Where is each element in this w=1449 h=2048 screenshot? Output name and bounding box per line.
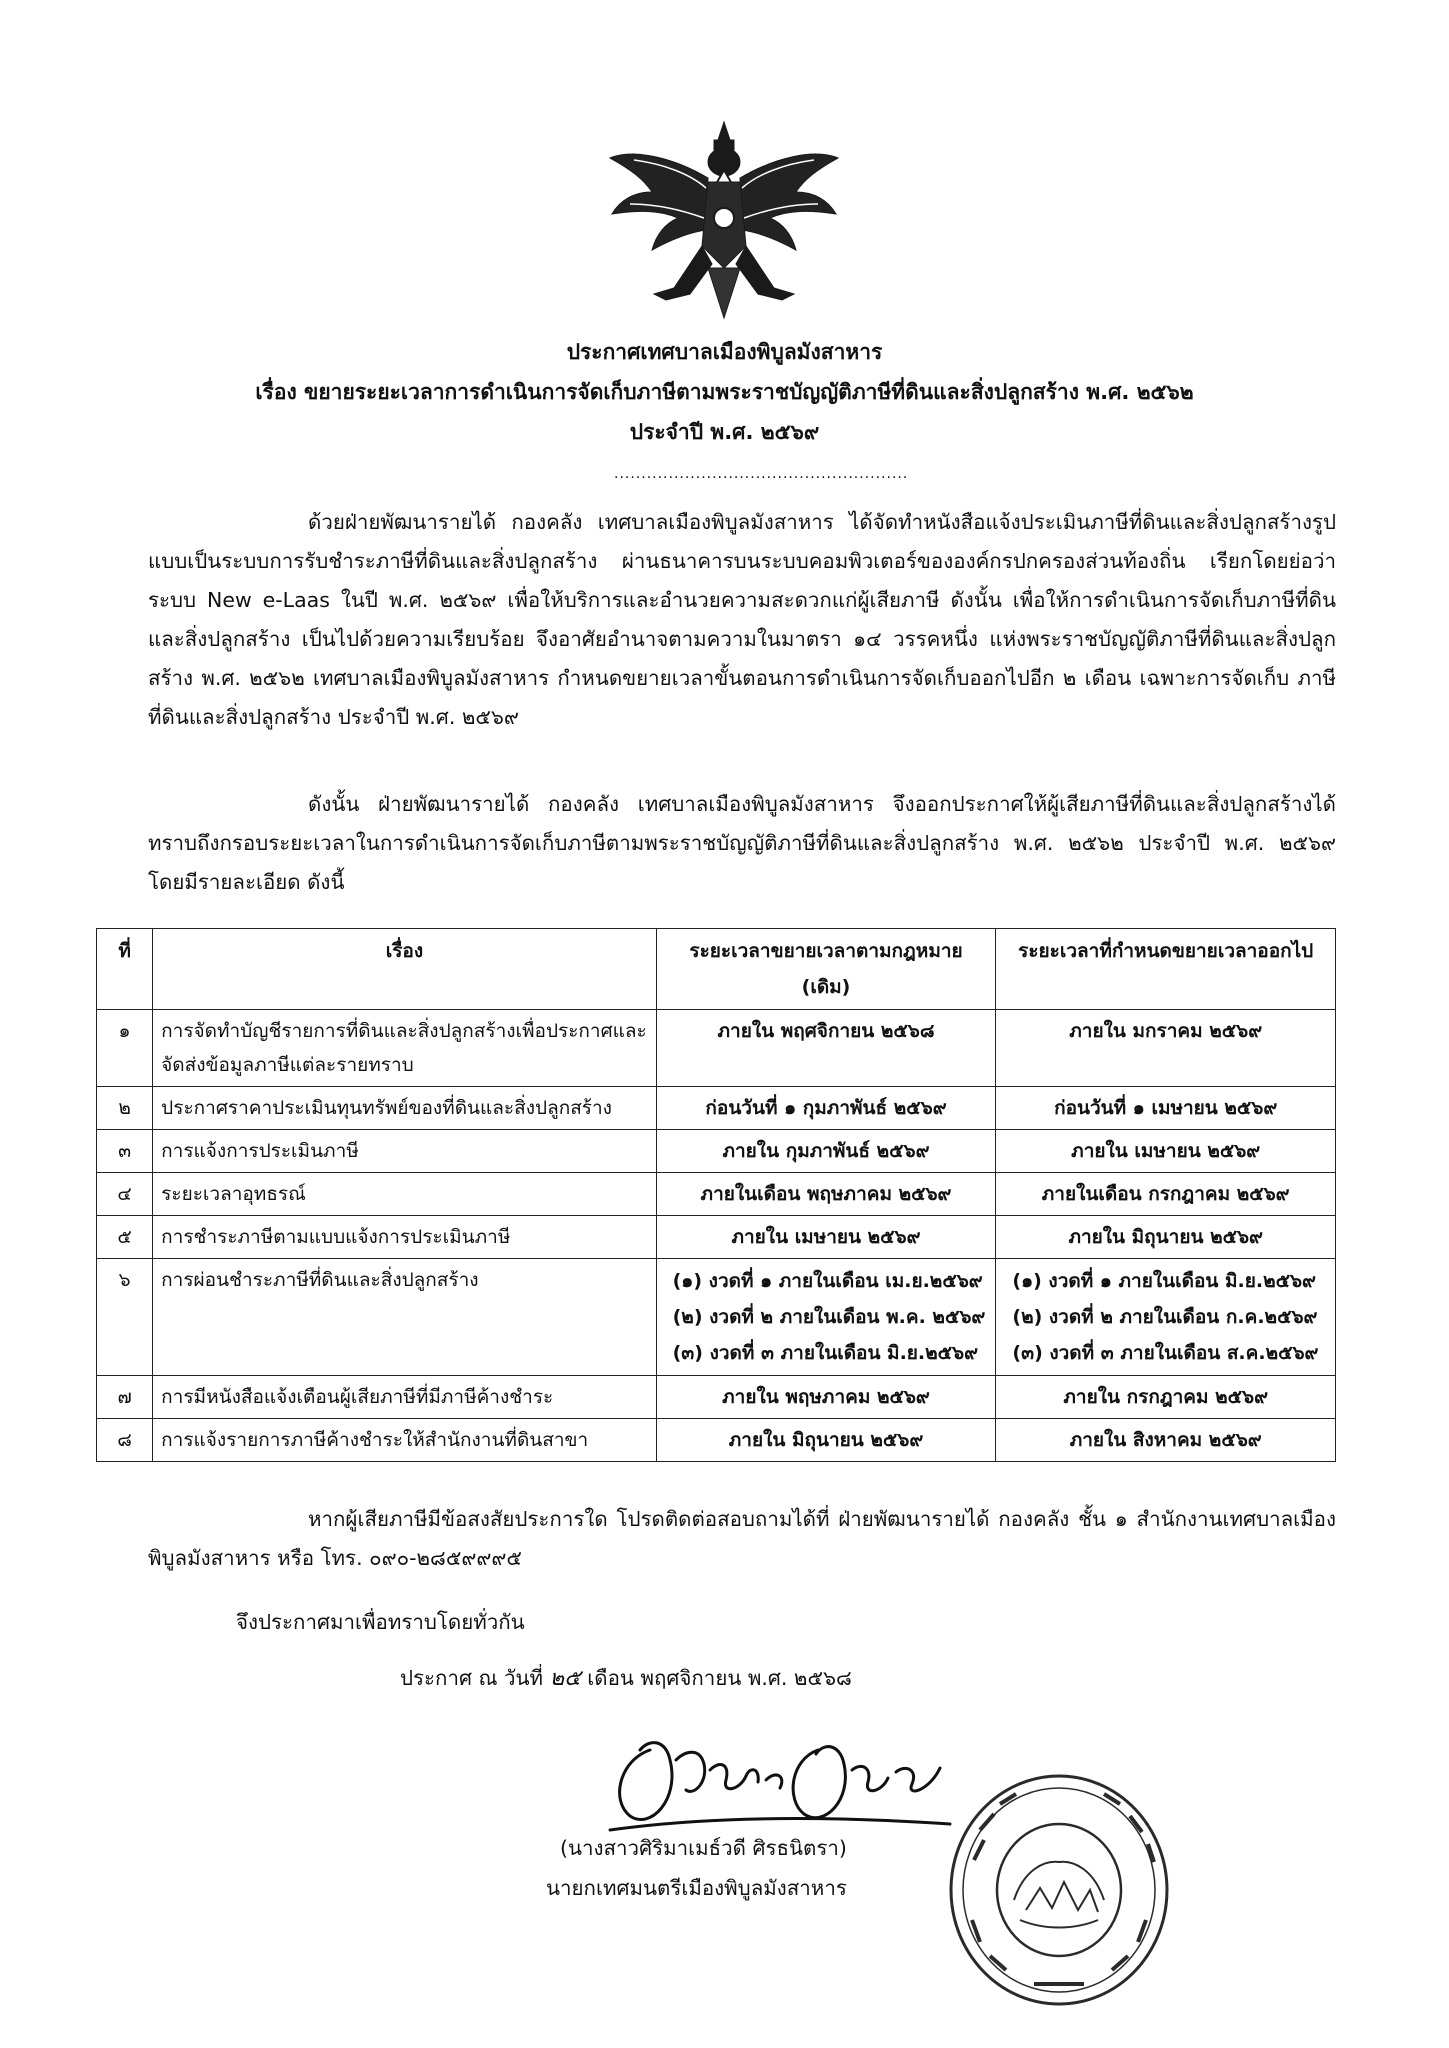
installment-3: (๓) งวดที่ ๓ ภายในเดือน มิ.ย.๒๕๖๙ xyxy=(672,1342,979,1364)
table-row xyxy=(97,1419,1336,1462)
row-number: ๕ xyxy=(97,1216,153,1259)
table-row xyxy=(97,1130,1336,1173)
row-number: ๓ xyxy=(97,1130,153,1173)
header-subject: เรื่อง xyxy=(153,929,656,1010)
row-number: ๑ xyxy=(97,1010,153,1087)
row-extended-period: ภายใน เมษายน ๒๕๖๙ xyxy=(996,1130,1336,1173)
table-row xyxy=(97,1259,1336,1376)
date-suffix: เดือน พฤศจิกายน พ.ศ. ๒๕๖๘ xyxy=(587,1666,852,1690)
closing-statement: จึงประกาศมาเพื่อทราบโดยทั่วกัน xyxy=(236,1610,525,1634)
date-day-handwritten: ๒๕ xyxy=(549,1666,581,1691)
row-original-period: ก่อนวันที่ ๑ กุมภาพันธ์ ๒๕๖๙ xyxy=(656,1087,996,1130)
row-extended-installments xyxy=(996,1259,1336,1376)
row-original-installments xyxy=(656,1259,996,1376)
table-row xyxy=(97,1173,1336,1216)
signatory-position: นายกเทศมนตรีเมืองพิบูลมังสาหาร xyxy=(546,1876,847,1900)
installment-3: (๓) งวดที่ ๓ ภายในเดือน ส.ค.๒๕๖๙ xyxy=(1012,1342,1319,1364)
row-subject: การแจ้งรายการภาษีค้างชำระให้สำนักงานที่ดินสาขา xyxy=(153,1419,656,1462)
row-subject: การชำระภาษีตามแบบแจ้งการประเมินภาษี xyxy=(153,1216,656,1259)
installment-1: (๑) งวดที่ ๑ ภายในเดือน มิ.ย.๒๕๖๙ xyxy=(1012,1270,1316,1292)
row-extended-period: ภายใน มกราคม ๒๕๖๙ xyxy=(996,1010,1336,1087)
row-extended-period: ก่อนวันที่ ๑ เมษายน ๒๕๖๙ xyxy=(996,1087,1336,1130)
garuda-emblem-icon xyxy=(604,118,844,328)
paragraph-contact: หากผู้เสียภาษีมีข้อสงสัยประการใด โปรดติดต่อสอบถามได้ที่ ฝ่ายพัฒนารายได้ กองคลัง ชั้น ๑ สำนักงานเทศบาลเมืองพิบูลมังสาหาร หรือ โทร. ๐๙๐-๒๘๕๙๙๙๕ xyxy=(148,1507,1336,1570)
table-row xyxy=(97,1376,1336,1419)
row-extended-period: ภายใน มิถุนายน ๒๕๖๙ xyxy=(996,1216,1336,1259)
row-number: ๗ xyxy=(97,1376,153,1419)
row-extended-period: ภายในเดือน กรกฎาคม ๒๕๖๙ xyxy=(996,1173,1336,1216)
title-subject: เรื่อง ขยายระยะเวลาการดำเนินการจัดเก็บภาษีตามพระราชบัญญัติภาษีที่ดินและสิ่งปลูกสร้าง พ.ศ. ๒๕๖๒ xyxy=(255,380,1194,404)
header-extended-period: ระยะเวลาที่กำหนดขยายเวลาออกไป xyxy=(996,929,1336,1010)
row-original-period: ภายใน พฤศจิกายน ๒๕๖๘ xyxy=(656,1010,996,1087)
row-original-period: ภายใน เมษายน ๒๕๖๙ xyxy=(656,1216,996,1259)
table-row xyxy=(97,1216,1336,1259)
row-subject: การผ่อนชำระภาษีที่ดินและสิ่งปลูกสร้าง xyxy=(153,1259,656,1376)
header-original-period: ระยะเวลาขยายเวลาตามกฎหมาย (เดิม) xyxy=(656,929,996,1010)
title-year: ประจำปี พ.ศ. ๒๕๖๙ xyxy=(629,420,820,444)
announcement-title xyxy=(0,332,1449,452)
row-original-period: ภายใน กุมภาพันธ์ ๒๕๖๙ xyxy=(656,1130,996,1173)
handwritten-signature-icon xyxy=(590,1720,970,1840)
row-subject: ประกาศราคาประเมินทุนทรัพย์ของที่ดินและสิ่งปลูกสร้าง xyxy=(153,1087,656,1130)
table-header-row xyxy=(97,929,1336,1010)
row-extended-period: ภายใน สิงหาคม ๒๕๖๙ xyxy=(996,1419,1336,1462)
table-row xyxy=(97,1010,1336,1087)
row-subject: ระยะเวลาอุทธรณ์ xyxy=(153,1173,656,1216)
schedule-table xyxy=(96,928,1336,1462)
row-original-period: ภายใน มิถุนายน ๒๕๖๙ xyxy=(656,1419,996,1462)
title-organization: ประกาศเทศบาลเมืองพิบูลมังสาหาร xyxy=(566,340,883,364)
paragraph-intro: ด้วยฝ่ายพัฒนารายได้ กองคลัง เทศบาลเมืองพิบูลมังสาหาร ได้จัดทำหนังสือแจ้งประเมินภาษีที่ดินและสิ่งปลูกสร้างรูปแบบเป็นระบบการรับชำระภาษีที่ดินและสิ่งปลูกสร้าง ผ่านธนาคารบนระบบคอมพิวเตอร์ขององค์กรปกครองส่วนท้องถิ่น เรียกโดยย่อว่าระบบ New e-Laas ในปี พ.ศ. ๒๕๖๙ เพื่อให้บริการและอำนวยความสะดวกแก่ผู้เสียภาษี ดังนั้น เพื่อให้การดำเนินการจัดเก็บภาษีที่ดินและสิ่งปลูกสร้าง เป็นไปด้วยความเรียบร้อย จึงอาศัยอำนาจตามความในมาตรา ๑๔ วรรคหนึ่ง แห่งพระราชบัญญัติภาษีที่ดินและสิ่งปลูกสร้าง พ.ศ. ๒๕๖๒ เทศบาลเมืองพิบูลมังสาหาร กำหนดขยายเวลาขั้นตอนการดำเนินการจัดเก็บออกไปอีก ๒ เดือน เฉพาะการจัดเก็บ ภาษีที่ดินและสิ่งปลูกสร้าง ประจำปี พ.ศ. ๒๕๖๙ xyxy=(148,510,1336,729)
installment-2: (๒) งวดที่ ๒ ภายในเดือน พ.ค. ๒๕๖๙ xyxy=(672,1306,986,1328)
row-number: ๒ xyxy=(97,1087,153,1130)
row-original-period: ภายใน พฤษภาคม ๒๕๖๙ xyxy=(656,1376,996,1419)
row-subject: การจัดทำบัญชีรายการที่ดินและสิ่งปลูกสร้างเพื่อประกาศและจัดส่งข้อมูลภาษีแต่ละรายทราบ xyxy=(153,1010,656,1087)
date-prefix: ประกาศ ณ วันที่ xyxy=(400,1666,544,1690)
row-subject: การมีหนังสือแจ้งเตือนผู้เสียภาษีที่มีภาษีค้างชำระ xyxy=(153,1376,656,1419)
table-row xyxy=(97,1087,1336,1130)
row-original-period: ภายในเดือน พฤษภาคม ๒๕๖๙ xyxy=(656,1173,996,1216)
row-number: ๘ xyxy=(97,1419,153,1462)
row-number: ๖ xyxy=(97,1259,153,1376)
announcement-date xyxy=(400,1660,852,1695)
row-number: ๔ xyxy=(97,1173,153,1216)
municipal-seal-icon xyxy=(944,1770,1174,2010)
title-separator: ...................................................... xyxy=(614,466,909,482)
installment-2: (๒) งวดที่ ๒ ภายในเดือน ก.ค.๒๕๖๙ xyxy=(1012,1306,1318,1328)
header-no: ที่ xyxy=(97,929,153,1010)
installment-1: (๑) งวดที่ ๑ ภายในเดือน เม.ย.๒๕๖๙ xyxy=(672,1270,983,1292)
signatory-name: (นางสาวศิริมาเมธ์วดี ศิรธนิตรา) xyxy=(560,1836,847,1860)
row-subject: การแจ้งการประเมินภาษี xyxy=(153,1130,656,1173)
paragraph-details: ดังนั้น ฝ่ายพัฒนารายได้ กองคลัง เทศบาลเมืองพิบูลมังสาหาร จึงออกประกาศให้ผู้เสียภาษีที่ดินและสิ่งปลูกสร้างได้ทราบถึงกรอบระยะเวลาในการดำเนินการจัดเก็บภาษีตามพระราชบัญญัติภาษีที่ดินและสิ่งปลูกสร้าง พ.ศ. ๒๕๖๒ ประจำปี พ.ศ. ๒๕๖๙ โดยมีรายละเอียด ดังนี้ xyxy=(148,792,1336,894)
row-extended-period: ภายใน กรกฎาคม ๒๕๖๙ xyxy=(996,1376,1336,1419)
